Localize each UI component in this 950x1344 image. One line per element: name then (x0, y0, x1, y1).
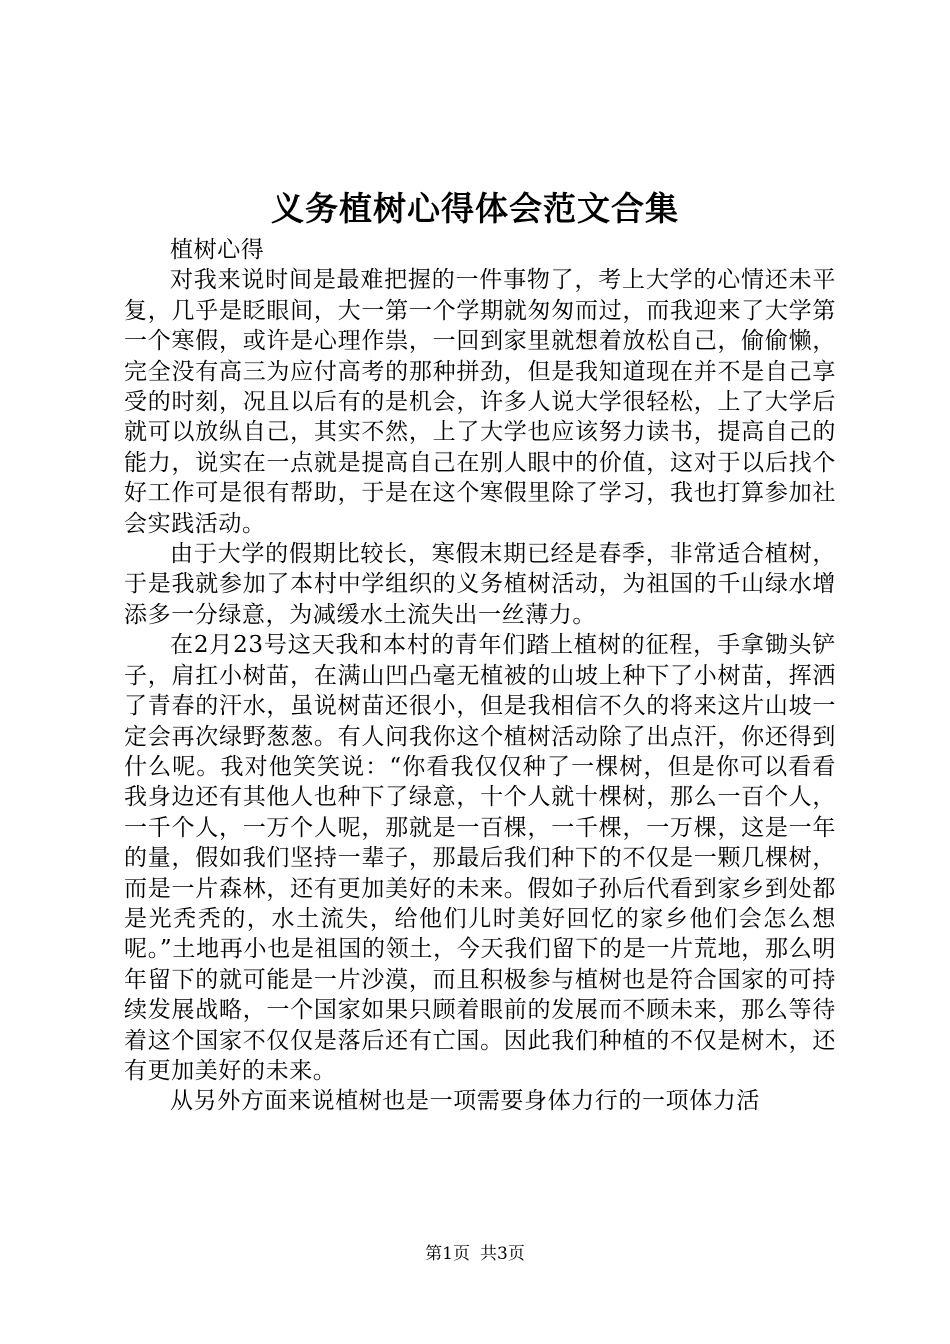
document-title: 义务植树心得体会范文合集 (271, 189, 679, 228)
paragraph: 在2月23号这天我和本村的青年们踏上植树的征程，手拿锄头铲子，肩扛小树苗，在满山凹凸毫无植被的山坡上种下了小树苗，挥洒了青春的汗水，虽说树苗还很小，但是我相信不久的将来这片山坡一定会再次绿野葱葱。有人问我你这个植树活动除了出点汗，你还得到什么呢。我对他笑笑说：“你看我仅仅种了一棵树，但是你可以看看我身边还有其他人也种下了绿意，十个人就十棵树，那么一百个人，一千个人，一万个人呢，那就是一百棵，一千棵，一万棵，这是一年的量，假如我们坚持一辈子，那最后我们种下的不仅是一颗几棵树，而是一片森林，还有更加美好的未来。假如子孙后代看到家乡到处都是光秃秃的，水土流失，给他们儿时美好回忆的家乡他们会怎么想呢。”土地再小也是祖国的领土，今天我们留下的是一片荒地，那么明年留下的就可能是一片沙漠，而且积极参与植树也是符合国家的可持续发展战略，一个国家如果只顾着眼前的发展而不顾未来，那么等待着这个国家不仅仅是落后还有亡国。因此我们种植的不仅是树木，还有更加美好的未来。 (124, 632, 836, 1084)
paragraph: 对我来说时间是最难把握的一件事物了，考上大学的心情还未平复，几乎是眨眼间，大一第一个学期就匆匆而过，而我迎来了大学第一个寒假，或许是心理作祟，一回到家里就想着放松自己，偷偷懒，完全没有高三为应付高考的那种拼劲，但是我知道现在并不是自己享受的时刻，况且以后有的是机会，许多人说大学很轻松，上了大学后就可以放纵自己，其实不然，上了大学也应该努力读书，提高自己的能力，说实在一点就是提高自己在别人眼中的价值，这对于以后找个好工作可是很有帮助，于是在这个寒假里除了学习，我也打算参加社会实践活动。 (124, 267, 836, 537)
paragraph: 由于大学的假期比较长，寒假末期已经是春季，非常适合植树，于是我就参加了本村中学组织的义务植树活动，为祖国的千山绿水增添多一分绿意，为减缓水土流失出一丝薄力。 (124, 541, 836, 628)
page-footer (0, 1242, 950, 1266)
paragraph: 从另外方面来说植树也是一项需要身体力行的一项体力活 (170, 1088, 760, 1115)
page-number: 第1页 (425, 1244, 470, 1264)
page-total: 共3页 (480, 1244, 525, 1264)
paragraph-subtitle: 植树心得 (170, 237, 265, 263)
document-body (124, 235, 836, 1117)
